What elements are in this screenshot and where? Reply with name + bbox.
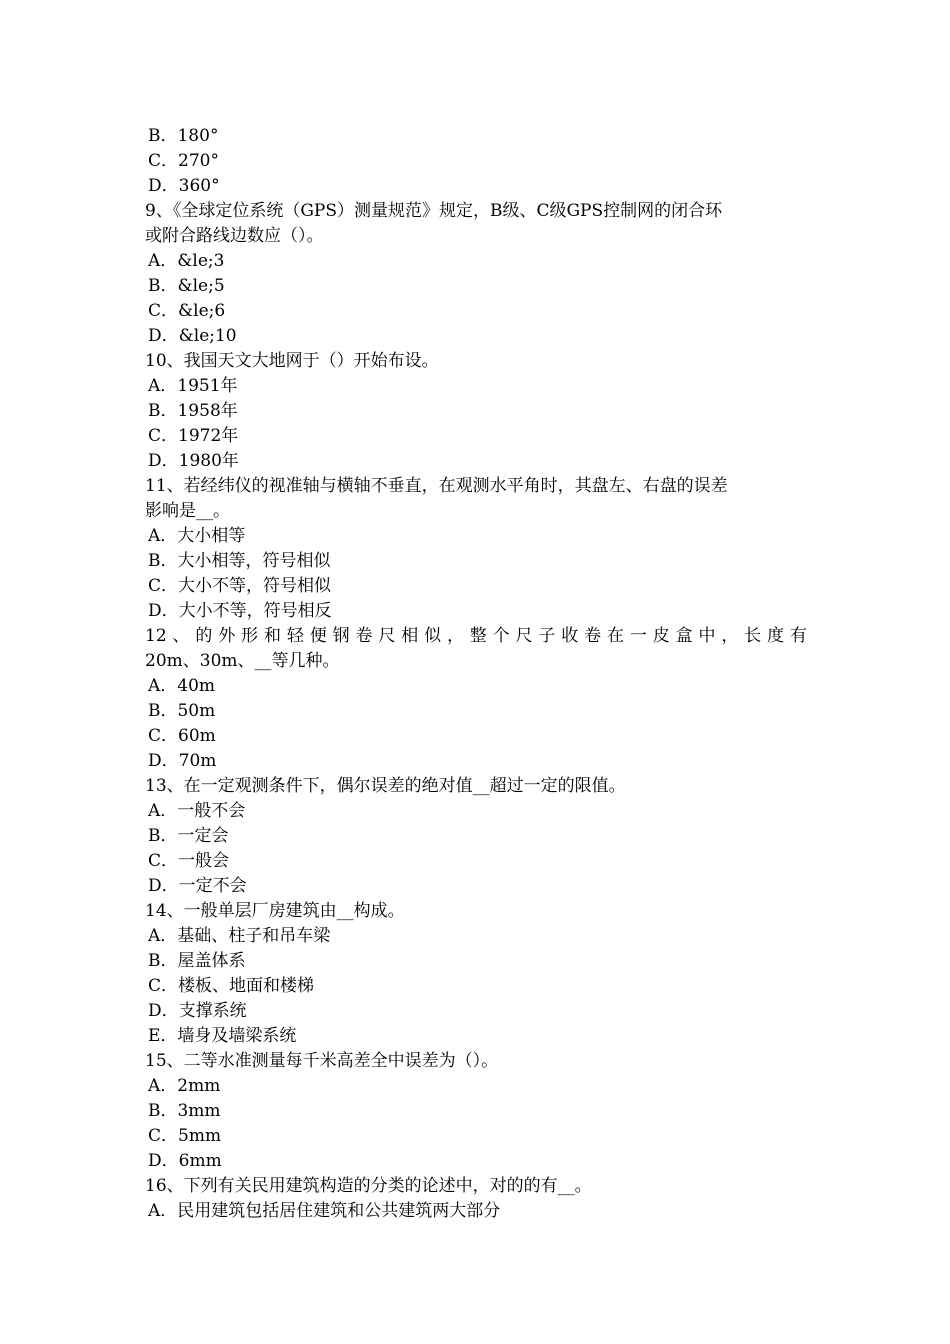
option-line: D．支撑系统 (148, 1001, 247, 1021)
question-line: 或附合路线边数应（）。 (145, 226, 324, 246)
option-line: C．1972年 (148, 426, 239, 446)
option-line: B．50m (148, 701, 216, 721)
option-line: A．民用建筑包括居住建筑和公共建筑两大部分 (148, 1201, 501, 1221)
option-line: B．大小相等，符号相似 (148, 551, 331, 571)
option-line: B．3mm (148, 1101, 221, 1121)
question-line: 14、一般单层厂房建筑由__构成。 (145, 901, 405, 921)
option-line: A．1951年 (148, 376, 238, 396)
option-line: D．360° (148, 176, 220, 196)
question-line: 10、我国天文大地网于（）开始布设。 (145, 351, 439, 371)
option-line: D．&le;10 (148, 326, 237, 346)
option-line: D．一定不会 (148, 876, 247, 896)
question-line: 13、在一定观测条件下，偶尔误差的绝对值__超过一定的限值。 (145, 776, 626, 796)
question-line: 15、二等水准测量每千米高差全中误差为（）。 (145, 1051, 499, 1071)
question-line: 16、下列有关民用建筑构造的分类的论述中，对的的有__。 (145, 1176, 592, 1196)
option-line: A．大小相等 (148, 526, 246, 546)
option-line: B．1958年 (148, 401, 238, 421)
option-line: D．大小不等，符号相反 (148, 601, 332, 621)
exam-text-body (145, 124, 807, 1224)
option-line: D．70m (148, 751, 217, 771)
option-line: A．40m (148, 676, 216, 696)
option-line: B．屋盖体系 (148, 951, 246, 971)
option-line: C．大小不等，符号相似 (148, 576, 332, 596)
option-line: B．&le;5 (148, 276, 225, 296)
option-line: D．1980年 (148, 451, 239, 471)
option-line: C．&le;6 (148, 301, 226, 321)
option-line: B．180° (148, 126, 219, 146)
question-line: 9、《全球定位系统（GPS）测量规范》规定，B级、C级GPS控制网的闭合环 (145, 201, 723, 221)
option-line: E．墙身及墙梁系统 (148, 1026, 297, 1046)
option-line: A．&le;3 (148, 251, 225, 271)
option-line: C．楼板、地面和楼梯 (148, 976, 315, 996)
question-line: 影响是__。 (145, 501, 230, 521)
option-line: A．一般不会 (148, 801, 246, 821)
option-line: C．5mm (148, 1126, 222, 1146)
option-line: C．60m (148, 726, 216, 746)
option-line: C．一般会 (148, 851, 230, 871)
option-line: B．一定会 (148, 826, 229, 846)
question-line: 11、若经纬仪的视准轴与横轴不垂直，在观测水平角时，其盘左、右盘的误差 (145, 476, 728, 496)
question-line: 20m、30m、__等几种。 (145, 651, 340, 671)
question-line: 12、的外形和轻便钢卷尺相似，整个尺子收卷在一皮盒中，长度有 (145, 626, 807, 646)
option-line: A．基础、柱子和吊车梁 (148, 926, 331, 946)
option-line: A．2mm (148, 1076, 221, 1096)
option-line: D．6mm (148, 1151, 222, 1171)
option-line: C．270° (148, 151, 219, 171)
